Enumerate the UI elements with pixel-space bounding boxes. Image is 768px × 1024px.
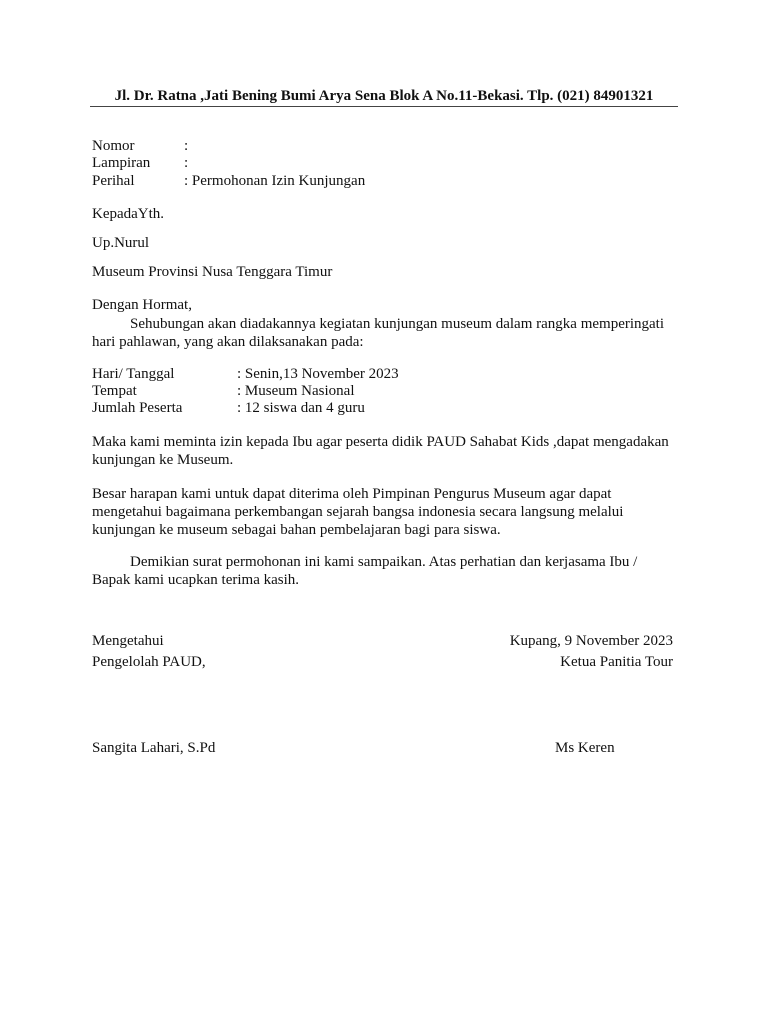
signature-left-title: Mengetahui bbox=[92, 633, 164, 649]
detail-value: : 12 siswa dan 4 guru bbox=[237, 400, 365, 416]
detail-label: Jumlah Peserta bbox=[92, 400, 183, 416]
letterhead-divider bbox=[90, 106, 678, 107]
intro-paragraph: Sehubungan akan diadakannya kegiatan kunjungan museum dalam rangka memperingati hari pahlawan, yang akan dilaksanakan pada: bbox=[92, 316, 665, 350]
detail-value: : Senin,13 November 2023 bbox=[237, 366, 399, 382]
recipient-line-3: Museum Provinsi Nusa Tenggara Timur bbox=[92, 264, 333, 280]
detail-row-place bbox=[92, 383, 355, 400]
meta-label: Perihal bbox=[92, 173, 135, 189]
detail-row-participants bbox=[92, 400, 365, 417]
meta-row-perihal bbox=[92, 173, 365, 190]
meta-value: : Permohonan Izin Kunjungan bbox=[184, 173, 366, 189]
signature-left-name: Sangita Lahari, S.Pd bbox=[92, 740, 216, 756]
salutation: Dengan Hormat, bbox=[92, 297, 192, 313]
closing-paragraph: Demikian surat permohonan ini kami sampaikan. Atas perhatian dan kerjasama Ibu / Bapak kami ucapkan terima kasih. bbox=[92, 554, 638, 588]
detail-label: Tempat bbox=[92, 383, 137, 399]
meta-value: : bbox=[184, 155, 189, 171]
recipient-line-2: Up.Nurul bbox=[92, 235, 150, 251]
meta-label: Nomor bbox=[92, 138, 135, 154]
request-paragraph: Maka kami meminta izin kepada Ibu agar peserta didik PAUD Sahabat Kids ,dapat mengadakan kunjungan ke Museum. bbox=[92, 434, 669, 468]
signature-right-place-date: Kupang, 9 November 2023 bbox=[509, 633, 673, 649]
signature-right-role: Ketua Panitia Tour bbox=[560, 654, 673, 670]
recipient-line-1: KepadaYth. bbox=[92, 206, 165, 222]
meta-row-nomor bbox=[92, 138, 188, 155]
meta-row-lampiran bbox=[92, 155, 188, 172]
letterhead-address: Jl. Dr. Ratna ,Jati Bening Bumi Arya Sena Blok A No.11-Bekasi. Tlp. (021) 84901321 bbox=[114, 88, 654, 104]
signature-left-role: Pengelolah PAUD, bbox=[92, 654, 206, 670]
detail-value: : Museum Nasional bbox=[237, 383, 355, 399]
meta-label: Lampiran bbox=[92, 155, 151, 171]
meta-value: : bbox=[184, 138, 189, 154]
hope-paragraph: Besar harapan kami untuk dapat diterima oleh Pimpinan Pengurus Museum agar dapat mengetahui bagaimana perkembangan sejarah bangsa indonesia secara langsung melalui kunjungan ke museum sebagai bahan pembelajaran bagi para siswa. bbox=[92, 486, 624, 538]
detail-label: Hari/ Tanggal bbox=[92, 366, 175, 382]
detail-row-date bbox=[92, 366, 399, 383]
signature-right-name: Ms Keren bbox=[555, 740, 615, 756]
